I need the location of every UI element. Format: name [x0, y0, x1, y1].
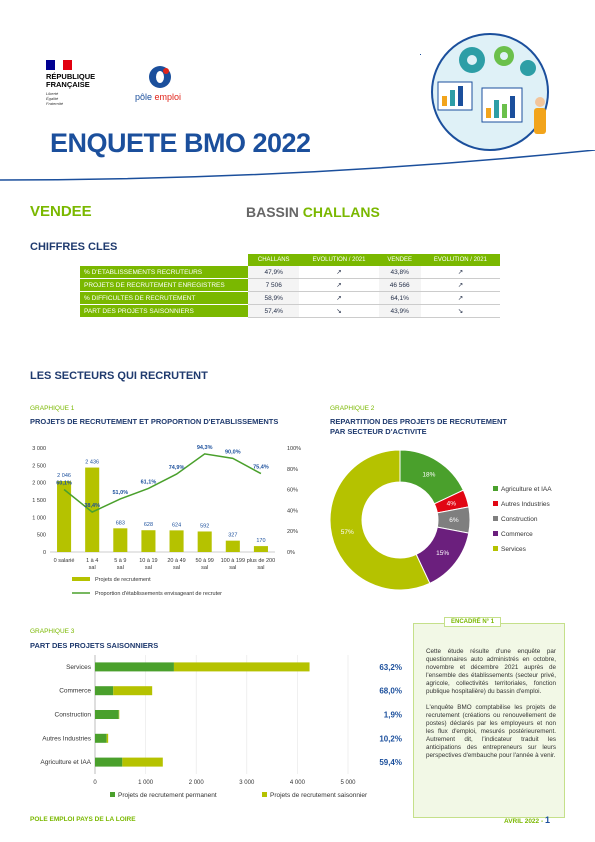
bar-segment	[107, 734, 109, 743]
table-row: % D'ETABLISSEMENTS RECRUTEURS 47,9% ↗ 43,8% ↗	[80, 266, 500, 279]
bar-segment	[95, 734, 107, 743]
y-tick-label: Agriculture et IAA	[40, 759, 91, 767]
share-label: 1,9%	[383, 710, 402, 720]
x-tick-label: 1 à 4	[86, 558, 99, 564]
trend-icon: ↗	[421, 266, 500, 279]
legend-label: Projets de recrutement	[95, 577, 151, 583]
bar-value-label: 2 046	[57, 473, 71, 480]
x-tick-label: 1 000	[138, 780, 154, 786]
info-box-paragraph: Cette étude résulte d'une enquête par questionnaires auto administrés en octobre, novembre et décembre 2021 auprès de l'ensemble des établissements (secteur privé, agricole, collectivités territoriales, fonction publique hospitalière) du bassin d'emploi.	[426, 648, 556, 695]
line-value-label: 60,1%	[56, 480, 72, 487]
legend-label: Agriculture et IAA	[501, 486, 552, 493]
line-value-label: 74,9%	[168, 465, 185, 472]
graph3-tag: GRAPHIQUE 3	[30, 628, 75, 635]
bar	[141, 530, 155, 552]
y-tick-label: 2 500	[32, 463, 46, 470]
bar-value-label: 170	[256, 538, 266, 545]
legend-label: Services	[501, 546, 526, 553]
share-label: 10,2%	[379, 734, 402, 744]
trend-icon: ↘	[421, 305, 500, 318]
x-tick-label: 2 000	[188, 780, 204, 786]
graph1-tag: GRAPHIQUE 1	[30, 405, 75, 412]
y2-tick-label: 40%	[287, 508, 299, 515]
y-tick-label: 1 500	[32, 498, 46, 504]
legend-swatch	[110, 792, 115, 797]
x-tick-label: 0 salarié	[53, 558, 75, 564]
y-tick-label: 2 000	[32, 480, 46, 487]
line-value-label: 38,4%	[84, 503, 100, 510]
bar-value-label: 624	[171, 522, 182, 529]
bar-segment	[95, 686, 113, 695]
column-header: EVOLUTION / 2021	[421, 254, 500, 266]
y2-tick-label: 80%	[287, 466, 299, 473]
y-tick-label: Commerce	[59, 687, 91, 695]
y2-tick-label: 60%	[287, 487, 299, 494]
graph3-title: PART DES PROJETS SAISONNIERS	[30, 641, 159, 650]
slice-label: 18%	[422, 471, 436, 479]
x-tick-label: 20 à 49	[167, 558, 186, 564]
info-box-tag: ENCADRÉ N° 1	[444, 617, 501, 627]
column-header: CHALLANS	[248, 254, 299, 266]
y-tick-label: 500	[36, 532, 46, 539]
table-row: % DIFFICULTES DE RECRUTEMENT 58,9% ↗ 64,1% ↗	[80, 292, 500, 305]
x-tick-label: 10 à 19	[139, 558, 158, 564]
x-tick-label: 100 à 199	[220, 558, 246, 564]
line-value-label: 90,0%	[225, 449, 241, 456]
x-tick-label: 4 000	[289, 780, 305, 786]
bar-segment	[95, 662, 174, 671]
legend-swatch	[493, 531, 498, 536]
section-secteurs: LES SECTEURS QUI RECRUTENT	[30, 370, 208, 382]
x-tick-label: 50 à 99	[195, 558, 214, 564]
slice-label: 15%	[436, 550, 450, 558]
x-tick-label: plus de 200	[246, 558, 276, 564]
graph1-chart	[20, 440, 320, 605]
column-header: VENDEE	[379, 254, 421, 266]
line-value-label: 51,0%	[112, 489, 129, 496]
x-tick-label: sal	[229, 565, 237, 571]
department-name: VENDEE	[30, 203, 92, 220]
column-header: EVOLUTION / 2021	[299, 254, 378, 266]
legend-swatch	[493, 486, 498, 491]
footer-organization: POLE EMPLOI PAYS DE LA LOIRE	[30, 816, 136, 823]
line-value-label: 75,4%	[253, 464, 269, 471]
page-title: ENQUETE BMO 2022	[50, 128, 311, 158]
table-row: PART DES PROJETS SAISONNIERS 57,4% ↘ 43,9% ↘	[80, 305, 500, 318]
bar	[57, 481, 71, 552]
legend-label: Commerce	[501, 531, 533, 538]
bar-segment	[119, 710, 120, 719]
bassin-heading: BASSIN CHALLANS	[246, 204, 380, 220]
graph2-tag: GRAPHIQUE 2	[330, 405, 375, 412]
x-tick-label: sal	[88, 565, 96, 571]
section-chiffres-cles: CHIFFRES CLES	[30, 241, 118, 253]
bar	[113, 528, 127, 552]
legend-label: Proportion d'établissements envisageant de recruter	[95, 591, 223, 597]
share-label: 63,2%	[379, 662, 402, 672]
y-tick-label: 0	[42, 550, 46, 556]
bar-segment	[95, 710, 119, 719]
x-tick-label: 3 000	[239, 780, 255, 786]
legend-label: Construction	[501, 516, 538, 523]
graph3-chart	[20, 650, 410, 805]
bar	[226, 541, 240, 552]
legend-label: Projets de recrutement saisonnier	[270, 792, 368, 799]
x-tick-label: sal	[173, 565, 181, 571]
trend-icon: ↘	[299, 305, 378, 318]
line-value-label: 94,3%	[196, 444, 213, 451]
legend-label: Autres Industries	[501, 501, 550, 508]
bar-value-label: 327	[228, 532, 238, 539]
y-tick-label: 1 000	[32, 515, 46, 522]
page-number: 1	[544, 815, 550, 825]
bar	[198, 531, 212, 552]
trend-icon: ↗	[299, 292, 378, 305]
bar-segment	[113, 686, 152, 695]
y-tick-label: Services	[66, 663, 91, 671]
bar-value-label: 2 436	[85, 459, 100, 466]
y-tick-label: 3 000	[32, 446, 46, 452]
bar-segment	[174, 662, 310, 671]
x-tick-label: sal	[257, 565, 265, 571]
x-tick-label: sal	[116, 565, 124, 571]
x-tick-label: 5 000	[340, 780, 356, 786]
footer-date: AVRIL 2022 - 1	[504, 815, 550, 825]
legend-label: Projets de recrutement permanent	[118, 792, 217, 799]
y-tick-label: Autres Industries	[42, 735, 91, 743]
slice-label: 4%	[446, 500, 457, 508]
y2-tick-label: 100%	[287, 446, 302, 452]
bar-value-label: 592	[200, 523, 210, 530]
legend-swatch	[493, 516, 498, 521]
y2-tick-label: 0%	[287, 550, 295, 556]
bar-value-label: 628	[143, 522, 154, 529]
bar	[170, 530, 184, 552]
business-illustration	[400, 32, 575, 152]
graph2-title: REPARTITION DES PROJETS DE RECRUTEMENT PAR SECTEUR D'ACTIVITE	[330, 417, 507, 436]
bar-segment	[95, 758, 122, 767]
rf-name: RÉPUBLIQUE FRANÇAISE	[46, 72, 96, 89]
y-tick-label: Construction	[54, 711, 91, 719]
slice-label: 6%	[449, 517, 459, 524]
bar-segment	[122, 758, 162, 767]
table-header-row	[80, 254, 500, 266]
x-tick-label: 5 à 9	[114, 558, 127, 564]
graph1-title: PROJETS DE RECRUTEMENT ET PROPORTION D'ETABLISSEMENTS	[30, 417, 279, 426]
y2-tick-label: 20%	[287, 529, 299, 536]
trend-icon: ↗	[299, 266, 378, 279]
bar-value-label: 683	[115, 520, 125, 527]
share-label: 59,4%	[379, 758, 402, 768]
legend-swatch	[493, 546, 498, 551]
x-tick-label: sal	[201, 565, 209, 571]
trend-icon: ↗	[421, 292, 500, 305]
x-tick-label: 0	[93, 780, 97, 786]
key-figures-table	[80, 254, 500, 318]
graph2-chart	[325, 445, 580, 595]
legend-swatch	[493, 501, 498, 506]
legend-swatch	[262, 792, 267, 797]
flag-icon	[46, 60, 72, 70]
table-row: PROJETS DE RECRUTEMENT ENREGISTRES 7 506 ↗ 46 566 ↗	[80, 279, 500, 292]
trend-icon: ↗	[299, 279, 378, 292]
line-value-label: 61,1%	[140, 479, 157, 486]
bar	[254, 546, 268, 552]
info-box	[413, 619, 565, 818]
slice-label: 57%	[340, 528, 354, 536]
legend-swatch	[72, 577, 90, 581]
share-label: 68,0%	[379, 686, 402, 696]
trend-icon: ↗	[421, 279, 500, 292]
info-box-paragraph: L'enquête BMO comptabilise les projets de recrutement (créations ou renouvellement de postes) déclarés par les employeurs et non les flux d'emploi, mesurés postérieurement. Autrement dit, l'indicateur traduit les anticipations des entrepreneurs sur leurs perspectives d'embauche pour l'année à venir.	[426, 704, 556, 759]
rf-motto: Liberté Égalité Fraternité	[46, 91, 64, 106]
pole-emploi-logo: pôle emploi	[135, 66, 205, 106]
x-tick-label: sal	[144, 565, 152, 571]
republique-francaise-logo	[46, 60, 106, 106]
